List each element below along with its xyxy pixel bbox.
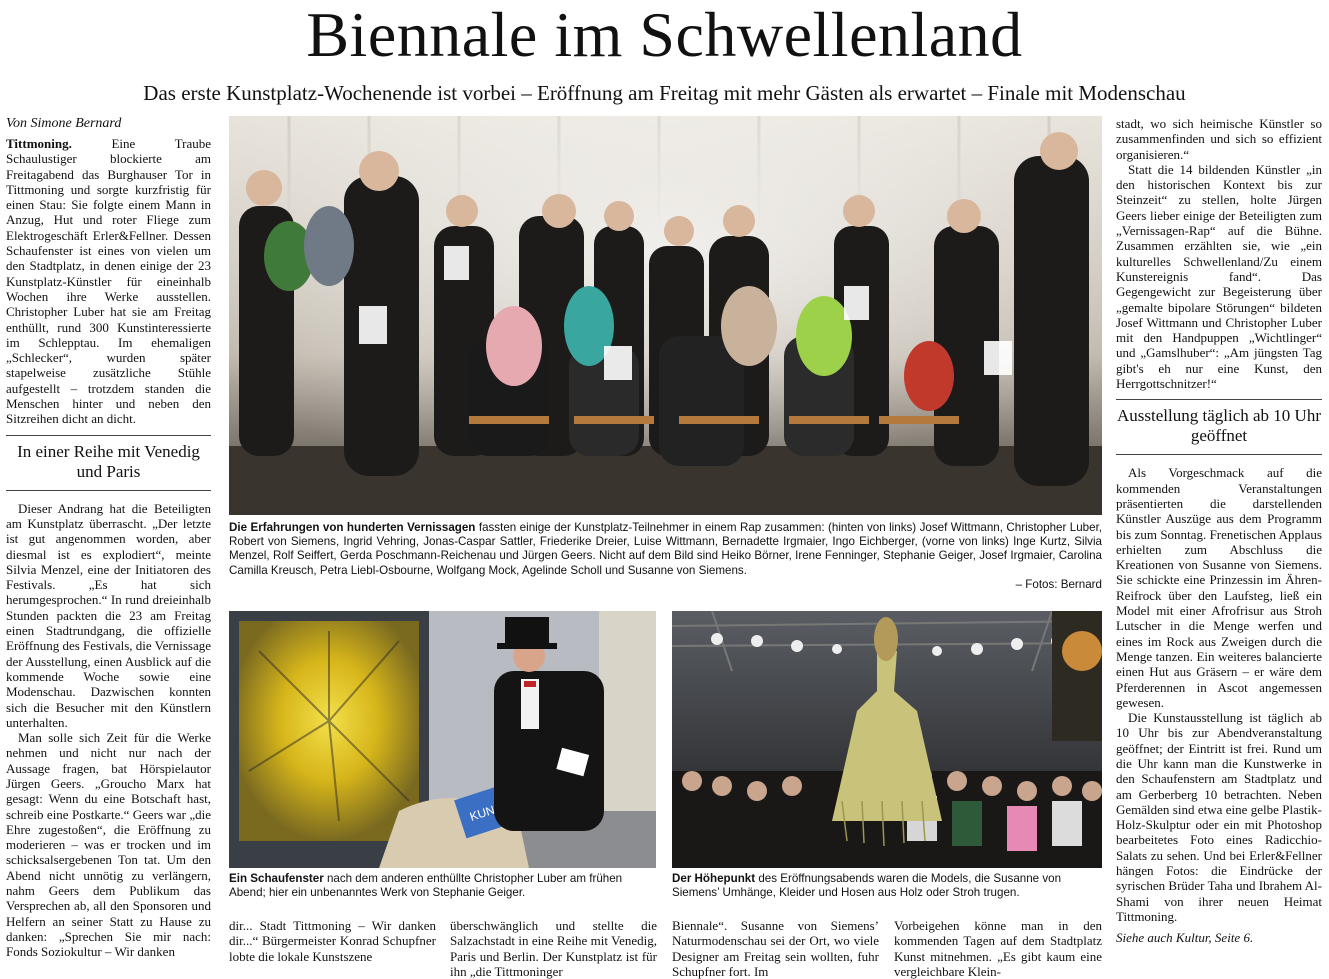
poster-text: KUNST [467, 798, 511, 824]
paragraph: Die Kunstausstellung ist täglich ab 10 Uhr bis zur Abendveranstaltung geöffnet; der Eintritt ist frei. Rund um die Uhr kann man die Kunstwerke in den Schaufenstern am Stadtplatz und am Gerberberg 10 betrachten. Neben Gemälden sind etwa eine gelbe Plastik-Holz-Skulptur oder ein mit Photoshop bearbeitetes Foto eines Radicchio-Salats zu sehen. Und bei Erler&Fellner hängen Fotos: die Eindrücke der syrischen Brüder Taha und Ibrahem Al-Shami von ihrer neuen Heimat Tittmoning. [1116, 710, 1322, 924]
paragraph: Man solle sich Zeit für die Werke nehmen und nicht nur nach der Aussage fragen, bat Hörspielautor Jürgen Geers. „Groucho Marx hat gesagt: Wenn du eine Botschaft hast, schreib eine Postkarte.“ Geers war „die Ehre zugestoßen“, die Eröffnung zu moderieren – was er trocken und im schicksalsergebenen Ton tat. Um den Abend nicht unnötig zu verlängern, nahm Geers dem Publikum das Versprechen ab, all den Sponsoren und Helfern an seiner Statt zu Hause zu danken: „Sprechen Sie mir nach: Fonds Soziokultur – Wir danken [6, 730, 211, 960]
paragraph: Vorbeigehen könne man in den kommenden Tagen auf dem Stadtplatz Kunst mitnehmen. „Es gibt kaum eine vergleichbare Klein- [894, 918, 1102, 979]
photo-fashion-show [672, 611, 1102, 868]
paragraph: Als Vorgeschmack auf die kommenden Veranstaltungen präsentierten die darstellenden Künstler Auszüge aus dem Programm bis zum Sonntag. Frenetischen Applaus erhielten zum Abschluss die Kreationen von Susanne von Siemens. Sie schickte eine Prinzessin im Ähren-Reifrock über den Laufsteg, ließ ein Model mit einer Afrofrisur aus Stroh Lutscher in die Menge werfen und eines im Rock aus Zweigen durch die Menge tanzen. Ein weiteres balancierte einen Hut aus Gräsern – er wäre dem Pferderennen in Ascot angemessen gewesen. [1116, 465, 1322, 710]
subheadline: Das erste Kunstplatz-Wochenende ist vorbei – Eröffnung am Freitag mit mehr Gästen als erwartet – Finale mit Modenschau [143, 81, 1186, 105]
see-also-link: Siehe auch Kultur, Seite 6. [1116, 930, 1254, 946]
photo-caption-top [229, 521, 1102, 601]
paragraph-text: Eine Traube Schaulustiger blockierte am Freitagabend das Burghauser Tor in Tittmoning und sorgte kurzfristig für einen Stau: Sie folgte einem Mann in Anzug, Hut und roter Fliege zum Elektrogeschäft Erler&Fellner. Dessen Schaufenster ist eines von vielen um den Stadtplatz, in denen einige der 23 Kunstplatz-Künstler für eineinhalb Wochen ihre Werke ausstellen. Christopher Luber hat sie am Freitag enthüllt, rund 300 Kunstinteressierte im Schlepptau. Im ehemaligen „Schlecker“, wurden später stapelweise zusätzliche Stühle aufgestellt – trotzdem standen die Menschen hinter und neben den Sitzreihen dicht an dicht. [6, 136, 211, 427]
byline: Von Simone Bernard [6, 116, 122, 131]
section-heading: Ausstellung täglich ab 10 Uhr geöffnet [1116, 399, 1322, 455]
photo-stage-rap [229, 116, 1102, 515]
caption-text: nach dem anderen enthüllte Christopher Luber am frühen Abend; hier ein unbenanntes Werk von Stephanie Geiger. [229, 872, 623, 900]
caption-lead: Die Erfahrungen von hunderten Vernissagen [229, 521, 476, 534]
paragraph: Dieser Andrang hat die Beteiligten am Kunstplatz überrascht. „Der letzte ist gut angenommen worden, aber diesmal ist es explodiert“, meinte Silvia Menzel, eine der Initiatoren des Festivals. „Es hat sich herumgesprochen.“ In rund dreieinhalb Stunden packten die 23 am Freitag einen Stadtrundgang, die offizielle Eröffnung des Festivals, die Vernissage der Ausstellung, einen Ausblick auf die kommende Woche sowie eine Modenschau. Dazwischen konnten sich die Besucher mit den Künstlern unterhalten. [6, 500, 211, 730]
bottom-column-2 [450, 918, 657, 979]
photo-caption-fashion-show [672, 872, 1102, 904]
paragraph: Statt die 14 bildenden Künstler „in den historischen Kontext bis zur Steinzeit“ zu stellen, holte Jürgen Geers lieber einige der Beteiligten zum „Vernissagen-Rap“ auf die Bühne. Zusammen erzählten sie, wie „ein kulturelles Schwellenland/Zu einem Kunstereignis fand“. Das Gegengewicht zur Begeisterung über „gemalte bipolare Störungen“ bildeten Josef Wittmann und Christopher Luber mit den Handpuppen „Wichtlinger“ und „Gamslhuber“: „Am jüngsten Tag gibt's eh nur eine Kunst, den Herrgottschnitzer!“ [1116, 161, 1322, 392]
paragraph: Biennale“. Susanne von Siemens’ Naturmodenschau sei der Ort, wo viele Designer am Freitag sein wollten, fuhr Schupfner fort. Im [672, 918, 879, 979]
headline: Biennale im Schwellenland [306, 0, 1023, 70]
caption-text: des Eröffnungsabends waren die Models, die Susanne von Siemens’ Umhänge, Kleider und Hosen aus Holz oder Stroh trugen. [672, 872, 1062, 900]
caption-lead: Ein Schaufenster [229, 872, 324, 885]
bottom-column-3 [672, 918, 879, 979]
paragraph [6, 136, 211, 427]
photo-shop-window [229, 611, 656, 868]
photo-credit: – Fotos: Bernard [1015, 577, 1102, 591]
bottom-column-1 [229, 918, 436, 979]
photo-caption-shop-window [229, 872, 656, 904]
caption-lead: Der Höhepunkt [672, 872, 756, 885]
left-column [6, 116, 211, 979]
caption-text: fassten einige der Kunstplatz-Teilnehmer in einem Rap zusammen: (hinten von links) Josef Wittmann, Christopher Luber, Robert von Siemens, Ingrid Vehring, Jonas-Caspar Sattler, Friederike Dreier, Luise Wittmann, Bernadette Irgmaier, Ingo Eichberger, (vorne von links) Inge Kurtz, Silvia Menzel, Rolf Seiffert, Gerda Poschmann-Reichenau und Jürgen Geers. Nicht auf dem Bild sind Heiko Börner, Irene Fenninger, Stephanie Geiger, Josef Irgmaier, Carolina Camilla Kreusch, Petra Liebl-Osbourne, Wolfgang Mock, Agelinde Scholl und Susanne von Siemens. [229, 521, 1103, 577]
paragraph: überschwänglich und stellte die Salzachstadt in eine Reihe mit Venedig, Paris und Berlin. Der Kunstplatz ist für ihn „die Tittmoninger [450, 918, 657, 979]
paragraph: stadt, wo sich heimische Künstler so zusammenfinden und sich so effizient organisieren.“ [1116, 116, 1322, 162]
section-heading: In einer Reihe mit Venedig und Paris [6, 435, 211, 491]
paragraph: dir... Stadt Tittmoning – Wir danken dir...“ Bürgermeister Konrad Schupfner lobte die lokale Kunstszene [229, 918, 436, 964]
dateline: Tittmoning. [6, 136, 72, 151]
bottom-column-4 [894, 918, 1102, 979]
right-column [1116, 116, 1322, 979]
